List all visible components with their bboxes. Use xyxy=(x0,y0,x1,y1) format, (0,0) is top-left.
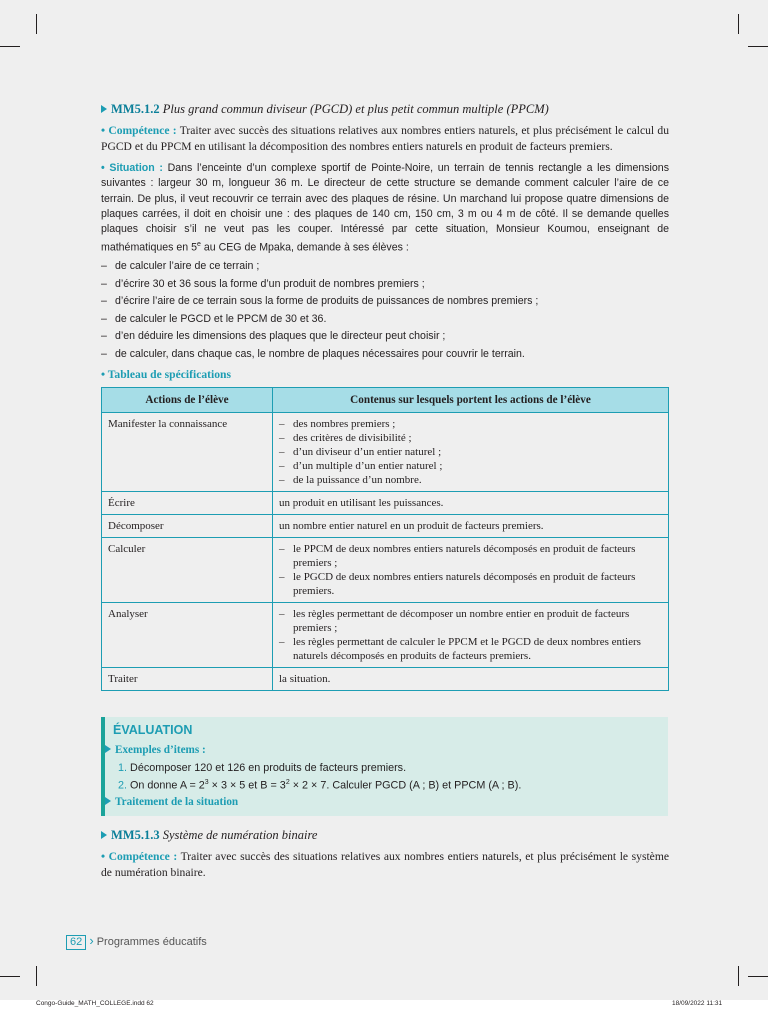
footer-label: Programmes éducatifs xyxy=(96,936,207,948)
page-footer xyxy=(66,933,207,950)
crop-mark xyxy=(36,966,37,986)
table-cell: Calculer xyxy=(102,538,273,603)
crop-mark xyxy=(738,966,739,986)
evaluation-box xyxy=(101,717,668,816)
main-content xyxy=(101,101,669,691)
triangle-bullet-icon xyxy=(105,797,111,805)
table-row xyxy=(102,492,669,515)
table-row xyxy=(102,515,669,538)
crop-mark xyxy=(748,46,768,47)
examples-heading: Exemples d’items : xyxy=(105,744,206,756)
chevron-right-icon: › xyxy=(89,933,94,948)
table-cell: Manifester la connaissance xyxy=(102,413,273,492)
evaluation-title: ÉVALUATION xyxy=(113,723,193,737)
crop-mark xyxy=(0,976,20,977)
column-header: Actions de l’élève xyxy=(102,388,273,413)
crop-mark xyxy=(748,976,768,977)
list-item: – d’en déduire les dimensions des plaques que le directeur peut choisir ; xyxy=(101,328,669,346)
table-cell xyxy=(273,413,669,492)
task-list xyxy=(101,258,669,363)
list-item: – le PGCD de deux nombres entiers naturels décomposés en produit de facteurs premiers. xyxy=(279,570,662,598)
list-item: – d’un multiple d’un entier naturel ; xyxy=(279,459,662,473)
slug-file: Congo-Guide_MATH_COLLEGE.indd 62 xyxy=(36,1000,154,1007)
section-title: MM5.1.3 Système de numération binaire xyxy=(101,827,669,843)
table-header-row xyxy=(102,388,669,413)
table-cell: un nombre entier naturel en un produit de facteurs premiers. xyxy=(273,515,669,538)
list-item: – d’un diviseur d’un entier naturel ; xyxy=(279,445,662,459)
list-item: – de la puissance d’un nombre. xyxy=(279,473,662,487)
list-item: – le PPCM de deux nombres entiers naturels décomposés en produit de facteurs premiers ; xyxy=(279,542,662,570)
list-item: – d’écrire 30 et 36 sous la forme d’un produit de nombres premiers ; xyxy=(101,276,669,294)
list-item: 2. On donne $A = 2^3 \times 3 \times 5$ et $B = 3^2 \times 2 \times 7$. Calculer PGCD (A ; B) et PPCM (A ; B). xyxy=(118,779,522,792)
table-row xyxy=(102,413,669,492)
list-item: – de calculer l’aire de ce terrain ; xyxy=(101,258,669,276)
table-cell: un produit en utilisant les puissances. xyxy=(273,492,669,515)
list-item: – des critères de divisibilité ; xyxy=(279,431,662,445)
table-row xyxy=(102,603,669,668)
triangle-bullet-icon xyxy=(101,831,107,839)
list-item: 1. Décomposer 120 et 126 en produits de facteurs premiers. xyxy=(118,762,407,774)
page-number: 62 xyxy=(66,935,86,950)
table-cell: Décomposer xyxy=(102,515,273,538)
slug-date: 18/09/2022 11:31 xyxy=(672,1000,723,1007)
section-title: MM5.1.2 Plus grand commun diviseur (PGCD) et plus petit commun multiple (PPCM) xyxy=(101,101,669,117)
competence-paragraph: • Compétence : Traiter avec succès des situations relatives aux nombres entiers naturels, et plus précisément le calcul du PGCD et du PPCM en utilisant la décomposition des nombres entiers naturels en produit de facteurs premiers. xyxy=(101,124,669,153)
column-header: Contenus sur lesquels portent les actions de l’élève xyxy=(273,388,669,413)
section2 xyxy=(101,827,669,887)
crop-mark xyxy=(36,14,37,34)
table-row xyxy=(102,668,669,691)
list-item: – les règles permettant de calculer le PPCM et le PGCD de deux nombres entiers naturels décomposés en produits de facteurs premiers. xyxy=(279,635,662,663)
list-item: – de calculer, dans chaque cas, le nombre de plaques nécessaires pour couvrir le terrain. xyxy=(101,346,669,364)
table-cell: Analyser xyxy=(102,603,273,668)
table-cell: Écrire xyxy=(102,492,273,515)
list-item: – les règles permettant de décomposer un nombre entier en produit de facteurs premiers ; xyxy=(279,607,662,635)
list-item: – d’écrire l’aire de ce terrain sous la forme de produits de puissances de nombres premiers ; xyxy=(101,293,669,311)
traitement-heading: Traitement de la situation xyxy=(105,796,238,808)
table-heading: • Tableau de spécifications xyxy=(101,368,231,382)
list-item: – des nombres premiers ; xyxy=(279,417,662,431)
section-title-text: Plus grand commun diviseur (PGCD) et plus petit commun multiple (PPCM) xyxy=(162,102,549,116)
table-cell: la situation. xyxy=(273,668,669,691)
crop-mark xyxy=(738,14,739,34)
triangle-bullet-icon xyxy=(105,745,111,753)
section-title-text: Système de numération binaire xyxy=(162,828,318,842)
crop-mark xyxy=(0,46,20,47)
table-cell xyxy=(273,538,669,603)
list-item: – de calculer le PGCD et le PPCM de 30 et 36. xyxy=(101,311,669,329)
competence-paragraph: • Compétence : Traiter avec succès des situations relatives aux nombres entiers naturels, et plus précisément le système de numération binaire. xyxy=(101,850,669,879)
situation-paragraph: • Situation : Dans l’enceinte d’un complexe sportif de Pointe-Noire, un terrain de tennis rectangle a les dimensions suivantes : largeur 30 m, longueur 36 m. Le directeur de cette structure se demande comment calculer l’aire de ce terrain. De plus, il veut recouvrir ce terrain avec des plaques de résine. Un marchand lui propose quatre dimensions de plaques carrées, il doit en choisir une : des plaques de 140 cm, 150 cm, 3 m ou 4 m de côté. Il se demande quelles plaques choisir s’il ne veut pas les couper. Intéressé par cette situation, Monsieur Koumou, enseignant de mathématiques en 5e au CEG de Mpaka, demande à ses élèves : xyxy=(101,162,669,255)
triangle-bullet-icon xyxy=(101,105,107,113)
table-cell: Traiter xyxy=(102,668,273,691)
table-row xyxy=(102,538,669,603)
table-cell xyxy=(273,603,669,668)
specifications-table xyxy=(101,387,669,691)
